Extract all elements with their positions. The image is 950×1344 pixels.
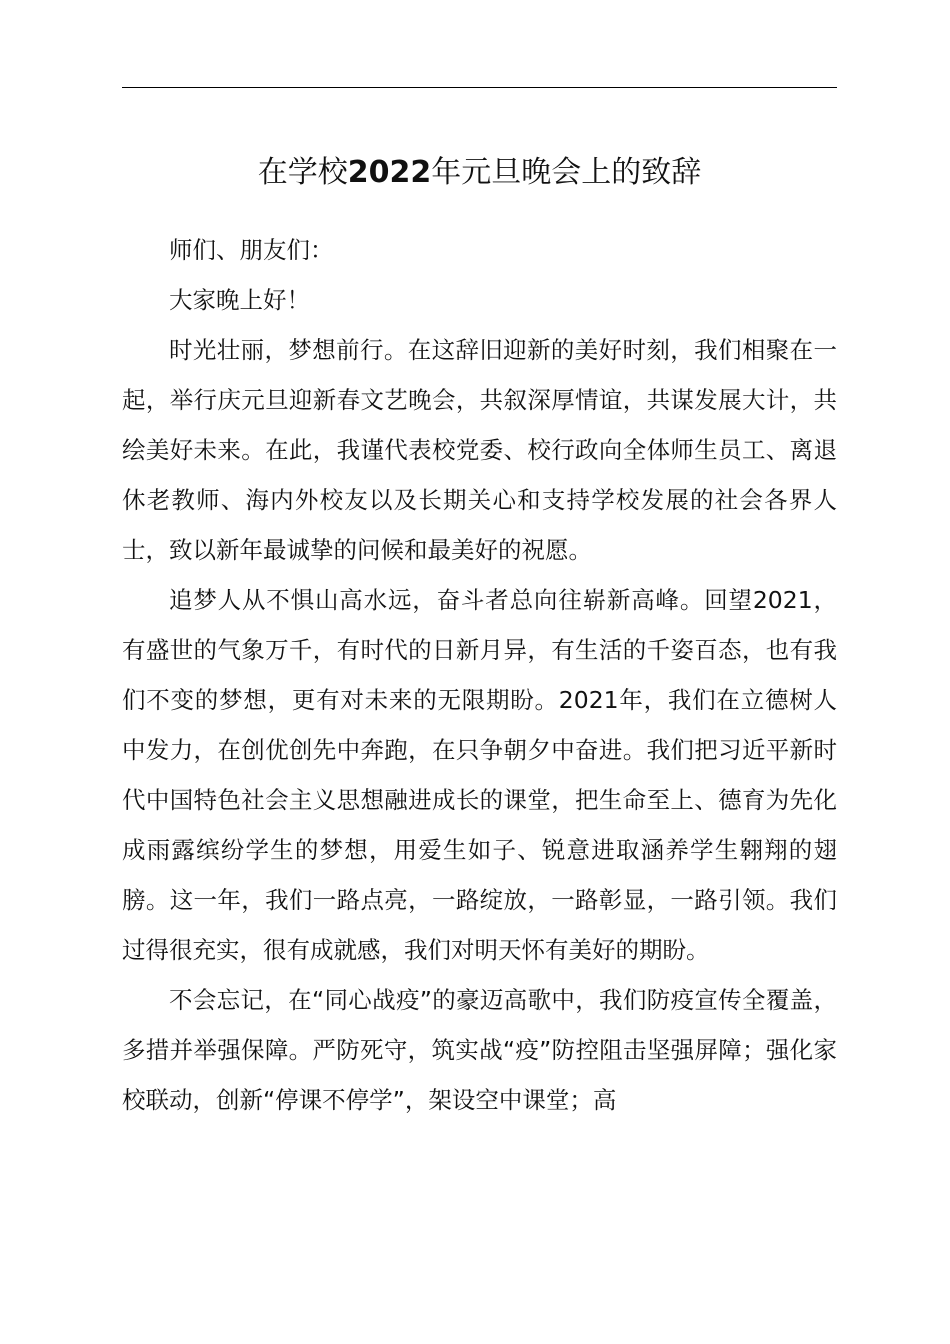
greeting: 大家晚上好！: [169, 286, 310, 314]
salutation: 师们、朋友们：: [169, 236, 334, 264]
document-title: [122, 150, 837, 196]
title-suffix: 年元旦晚会上的致辞: [431, 155, 702, 190]
title-prefix: 在学校: [257, 155, 348, 190]
document-body: [122, 225, 837, 1125]
header-rule: [122, 87, 837, 88]
paragraph: 追梦人从不惧山高水远，奋斗者总向往崭新高峰。回望2021，有盛世的气象万千，有时代的日新月异，有生活的千姿百态，也有我们不变的梦想，更有对未来的无限期盼。2021年，我们在立德树人中发力，在创优创先中奔跑，在只争朝夕中奋进。我们把习近平新时代中国特色社会主义思想融进成长的课堂，把生命至上、德育为先化成雨露缤纷学生的梦想，用爱生如子、锐意进取涵养学生翱翔的翅膀。这一年，我们一路点亮，一路绽放，一路彰显，一路引领。我们过得很充实，很有成就感，我们对明天怀有美好的期盼。: [122, 586, 837, 964]
paragraph: 不会忘记，在“同心战疫”的豪迈高歌中，我们防疫宣传全覆盖，多措并举强保障。严防死守，筑实战“疫”防控阻击坚强屏障；强化家校联动，创新“停课不停学”，架设空中课堂；高: [122, 986, 837, 1114]
paragraph: 时光壮丽，梦想前行。在这辞旧迎新的美好时刻，我们相聚在一起，举行庆元旦迎新春文艺晚会，共叙深厚情谊，共谋发展大计，共绘美好未来。在此，我谨代表校党委、校行政向全体师生员工、离退休老教师、海内外校友以及长期关心和支持学校发展的社会各界人士，致以新年最诚挚的问候和最美好的祝愿。: [122, 336, 837, 564]
title-year: 2022: [347, 155, 432, 190]
